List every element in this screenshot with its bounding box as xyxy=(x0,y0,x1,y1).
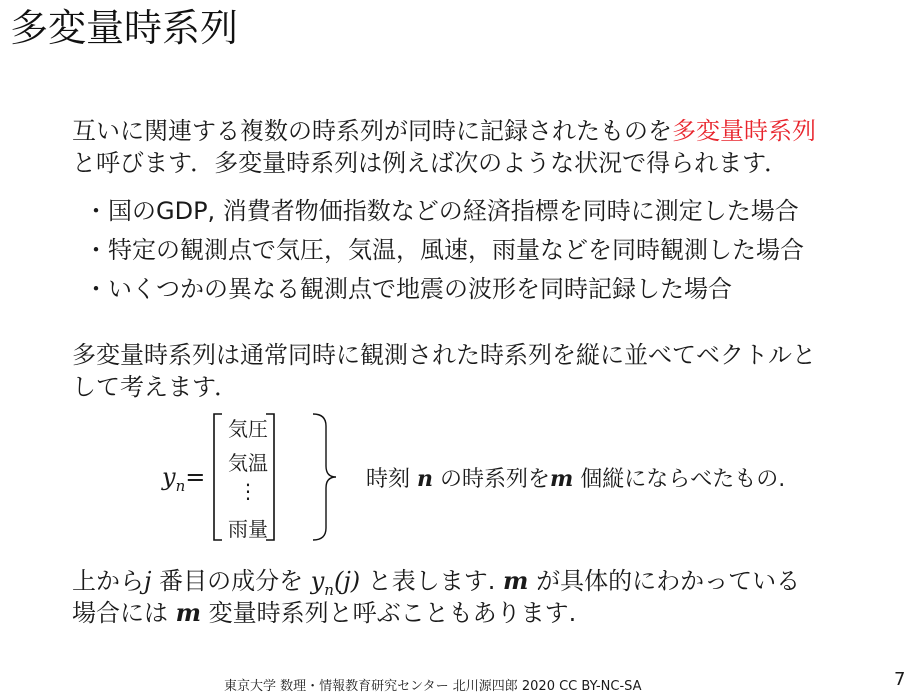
matrix-item: 雨量 xyxy=(228,517,268,541)
desc-text: 個縦にならべたもの. xyxy=(573,467,786,492)
intro-line-1-text: 互いに関連する複数の時系列が同時に記録されたものを xyxy=(72,117,672,145)
closing-text: 番目の成分を xyxy=(151,567,311,595)
var-n-sub: n xyxy=(175,476,186,495)
var-y: y xyxy=(162,463,176,491)
matrix-item: ⋮ xyxy=(238,479,258,503)
left-bracket xyxy=(214,414,222,540)
slide-title: 多変量時系列 xyxy=(10,6,239,50)
intro-line-2: と呼びます．多変量時系列は例えば次のような状況で得られます． xyxy=(72,149,789,177)
var-m: m xyxy=(550,466,574,492)
equation-description xyxy=(366,462,785,493)
var-j: j xyxy=(343,567,351,595)
matrix-item: 気温 xyxy=(228,451,268,475)
paren: ) xyxy=(350,567,361,595)
vector-text-line-1: 多変量時系列は通常同時に観測された時系列を縦に並べてベクトルと xyxy=(72,341,816,369)
bullet-item: ・特定の観測点で気圧，気温，風速，雨量などを同時観測した場合 xyxy=(84,236,804,264)
closing-text: 上から xyxy=(72,567,144,595)
equals-sign: = xyxy=(185,463,206,491)
desc-text: 時刻 xyxy=(366,467,417,492)
var-j: j xyxy=(144,567,152,595)
var-n: n xyxy=(417,466,433,492)
page-number: 7 xyxy=(894,669,906,690)
closing-text: 変量時系列と呼ぶこともあります. xyxy=(201,599,577,627)
var-m: m xyxy=(175,598,202,627)
desc-text: の時系列を xyxy=(433,467,550,492)
bullet-item: ・国のGDP, 消費者物価指数などの経済指標を同時に測定した場合 xyxy=(84,197,799,225)
closing-text: と表します. xyxy=(360,567,504,595)
matrix-item: 気圧 xyxy=(228,417,268,441)
var-y: y xyxy=(310,567,325,595)
closing-text: 場合には xyxy=(72,599,176,627)
paren: ( xyxy=(333,567,344,595)
var-m: m xyxy=(503,566,529,595)
closing-line-2 xyxy=(72,596,576,630)
var-n-sub: n xyxy=(324,580,334,599)
vector-text-line-2: して考えます． xyxy=(72,373,239,401)
footer-credit: 東京大学 数理・情報教育研究センター 北川源四郎 2020 CC BY-NC-SA xyxy=(224,679,642,694)
bullet-item: ・いくつかの異なる観測点で地震の波形を同時記録した場合 xyxy=(84,275,732,303)
right-brace xyxy=(313,414,336,540)
highlighted-term: 多変量時系列 xyxy=(672,117,816,145)
closing-text: が具体的にわかっている xyxy=(528,567,801,595)
